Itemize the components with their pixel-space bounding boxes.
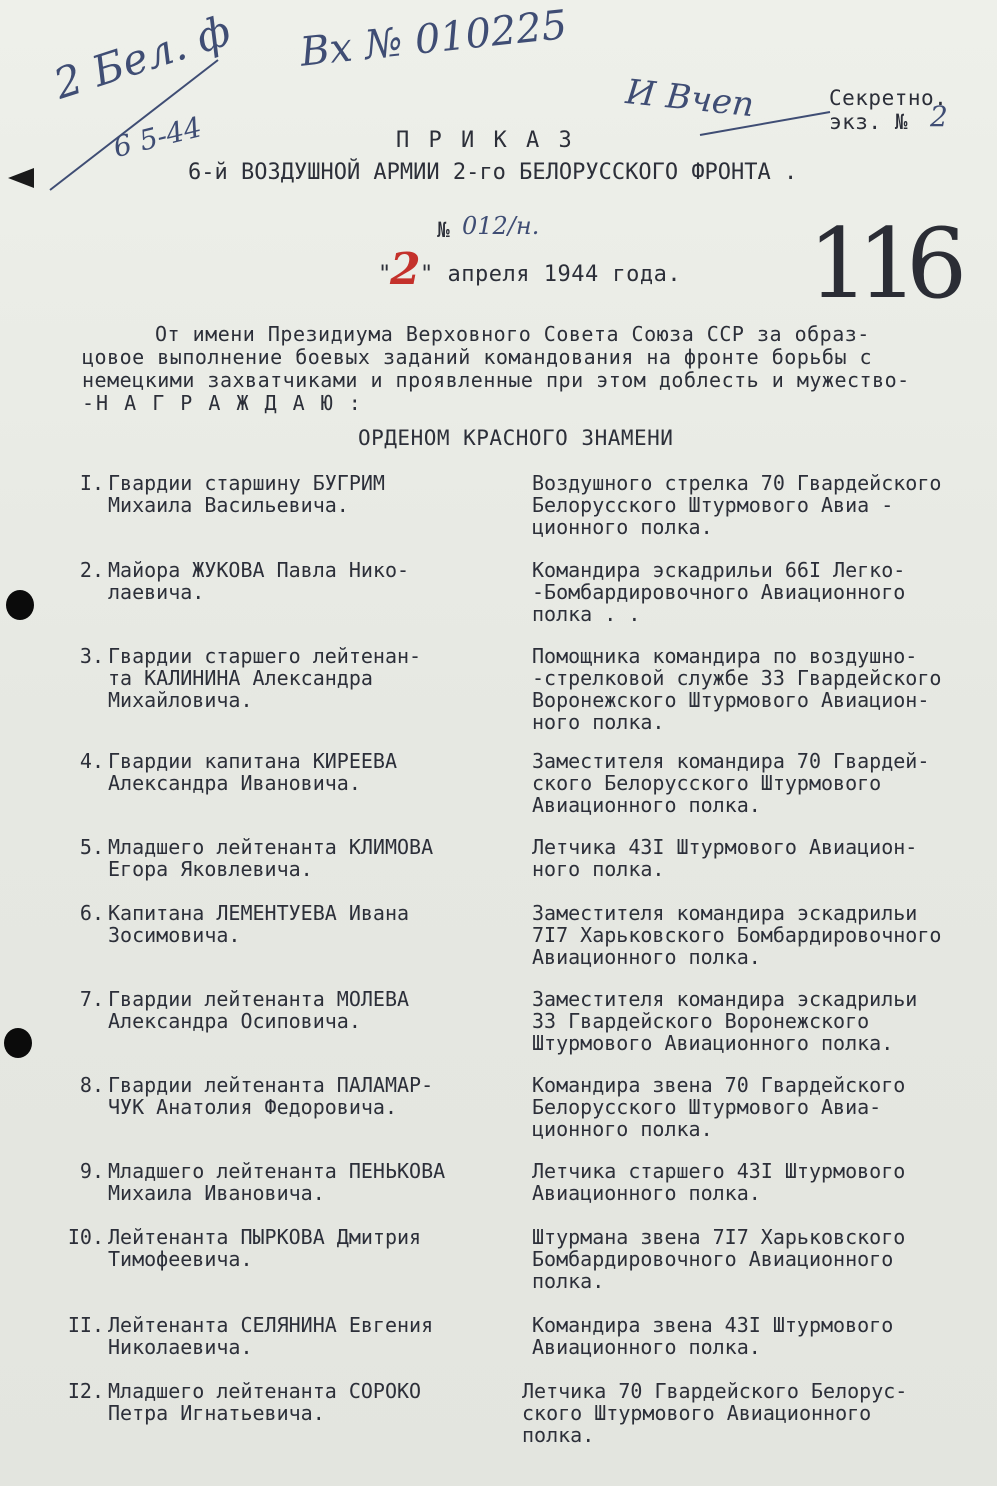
- register-number: Вх № 010225: [298, 1, 570, 76]
- awardee-name: Младшего лейтенанта ПЕНЬКОВА Михаила Ивановича.: [108, 1159, 446, 1205]
- handwritten-front-note: 2 Бел. ф: [48, 5, 237, 109]
- intro-line-1: От имени Президиума Верховного Совета Союза ССР за образ-: [155, 322, 870, 346]
- awardee-number: I0.: [67, 1225, 104, 1249]
- date-quote-open: ": [378, 262, 392, 287]
- awardee-number: 4.: [79, 749, 104, 773]
- awardee-position: Заместителя командира эскадрильи 7I7 Харьковского Бомбардировочного Авиационного полка.: [532, 901, 942, 969]
- awardee-number: 7.: [79, 987, 104, 1011]
- awardee-name: Майора ЖУКОВА Павла Нико- лаевича.: [108, 558, 410, 604]
- awardee-name: Лейтенанта СЕЛЯНИНА Евгения Николаевича.: [108, 1313, 434, 1359]
- intro-line-4: -Н А Г Р А Ж Д А Ю :: [82, 391, 363, 415]
- awardee-position: Заместителя командира 70 Гвардей- ского Белорусского Штурмового Авиационного полка.: [532, 749, 930, 817]
- intro-line-3: немецкими захватчиками и проявленные при этом доблесть и мужество-: [82, 368, 910, 392]
- awardee-position: Помощника командира по воздушно- -стрелковой службе 33 Гвардейского Воронежского Штурмового Авиацион- ного полка.: [532, 644, 942, 734]
- awardee-number: 2.: [79, 558, 104, 582]
- copy-label: экз. №: [829, 110, 908, 134]
- intro-line-2: цовое выполнение боевых заданий командования на фронте борьбы с: [82, 345, 873, 369]
- date-rest: " апреля 1944 года.: [420, 262, 682, 287]
- order-title: П Р И К А З: [396, 128, 575, 153]
- awardee-number: I2.: [67, 1379, 104, 1403]
- awardee-name: Гвардии старшего лейтенан- та КАЛИНИНА Александра Михайловича.: [108, 644, 422, 712]
- awardee-number: 5.: [79, 835, 104, 859]
- awardee-position: Воздушного стрелка 70 Гвардейского Белорусского Штурмового Авиа - ционного полка.: [532, 471, 942, 539]
- awardee-position: Заместителя командира эскадрильи 33 Гвардейского Воронежского Штурмового Авиационного полка.: [532, 987, 918, 1055]
- awardee-position: Командира эскадрильи 66I Легко- -Бомбардировочного Авиационного полка . .: [532, 558, 906, 626]
- awardee-number: 9.: [79, 1159, 104, 1183]
- awardee-position: Летчика 70 Гвардейского Белорус- ского Штурмового Авиационного полка.: [522, 1379, 908, 1447]
- awardee-name: Гвардии старшину БУГРИМ Михаила Васильевича.: [108, 471, 385, 517]
- award-heading: ОРДЕНОМ КРАСНОГО ЗНАМЕНИ: [358, 426, 674, 450]
- awardee-name: Младшего лейтенанта КЛИМОВА Егора Яковлевича.: [108, 835, 434, 881]
- punch-hole-top: [6, 590, 34, 620]
- awardee-number: I.: [79, 471, 104, 495]
- awardee-name: Гвардии лейтенанта ПАЛАМАР- ЧУК Анатолия Федоровича.: [108, 1073, 434, 1119]
- awardee-position: Летчика старшего 43I Штурмового Авиационного полка.: [532, 1159, 906, 1205]
- awardee-name: Гвардии капитана КИРЕЕВА Александра Ивановича.: [108, 749, 397, 795]
- order-number-label: №: [437, 218, 451, 242]
- page-number-handwritten: 116: [808, 208, 956, 320]
- awardee-name: Младшего лейтенанта СОРОКО Петра Игнатьевича.: [108, 1379, 422, 1425]
- awardee-number: 6.: [79, 901, 104, 925]
- awardee-name: Капитана ЛЕМЕНТУЕВА Ивана Зосимовича.: [108, 901, 410, 947]
- awardee-position: Командира звена 43I Штурмового Авиационного полка.: [532, 1313, 894, 1359]
- awardee-number: II.: [67, 1313, 104, 1337]
- punch-hole-bottom: [4, 1028, 32, 1058]
- awardee-number: 8.: [79, 1073, 104, 1097]
- awardee-position: Летчика 43I Штурмового Авиацион- ного полка.: [532, 835, 918, 881]
- awardee-name: Лейтенанта ПЫРКОВА Дмитрия Тимофеевича.: [108, 1225, 422, 1271]
- copy-number: 2: [930, 100, 948, 133]
- awardee-number: 3.: [79, 644, 104, 668]
- date-day: 2: [390, 244, 421, 295]
- secrecy-label: Секретно.: [829, 86, 948, 110]
- awardee-position: Штурмана звена 7I7 Харьковского Бомбардировочного Авиационного полка.: [532, 1225, 906, 1293]
- awardee-name: Гвардии лейтенанта МОЛЕВА Александра Осиповича.: [108, 987, 410, 1033]
- awardee-position: Командира звена 70 Гвардейского Белорусского Штурмового Авиа- ционного полка.: [532, 1073, 906, 1141]
- order-number: 012/н.: [462, 212, 540, 240]
- order-subtitle: 6-й ВОЗДУШНОЙ АРМИИ 2-го БЕЛОРУССКОГО ФРОНТА .: [188, 160, 798, 185]
- handwritten-date: 6 5-44: [110, 110, 205, 165]
- handwritten-right-note: И Вчеп: [623, 72, 756, 126]
